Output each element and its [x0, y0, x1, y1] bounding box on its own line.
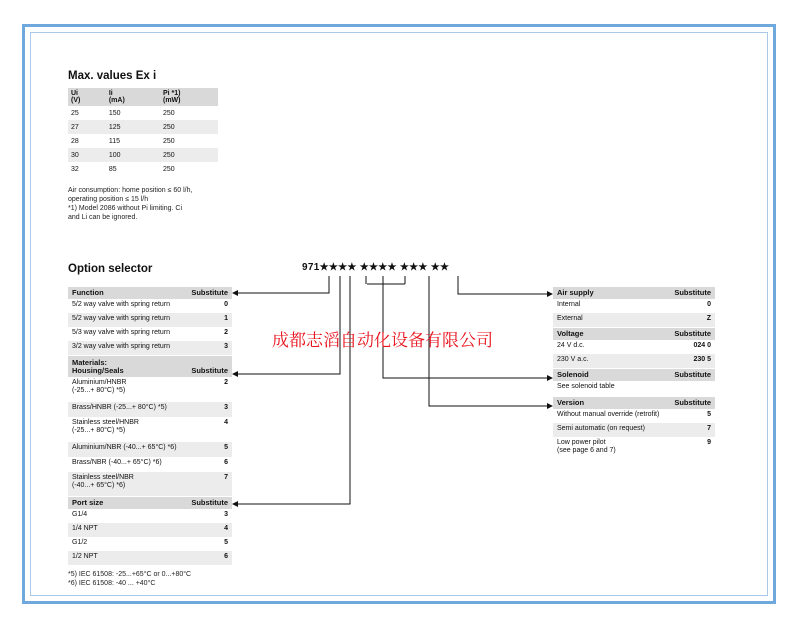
list-item: Low power pilot (see page 6 and 7) 9 [557, 439, 711, 454]
list-item: Brass/HNBR (-25...+ 80°C) *5) 3 [68, 402, 232, 417]
list-item: Aluminium/HNBR (-25...+ 80°C) *5) 2 [72, 379, 228, 394]
list-item: Without manual override (retrofit) 5 [557, 411, 711, 418]
list-item: G1/2 5 [72, 539, 228, 546]
voltage-header: Voltage Substitute [553, 327, 715, 340]
header-ui: Ui (V) [71, 90, 81, 104]
port-size-header: Port size Substitute [68, 496, 232, 509]
list-item: 24 V d.c. 024 0 [557, 342, 711, 349]
list-item: Brass/NBR (-40...+ 65°C) *6) 6 [72, 459, 228, 466]
list-item: 230 V a.c. 230 5 [553, 354, 715, 368]
table-row: 32 85 250 [71, 165, 175, 173]
watermark: 成都志滔自动化设备有限公司 [272, 331, 493, 351]
list-item: Aluminium/NBR (-40...+ 65°C) *6) 5 [68, 442, 232, 457]
table-row: 28 115 250 [71, 137, 175, 145]
list-item: Internal 0 [557, 301, 711, 308]
list-item: 1/4 NPT 4 [68, 523, 232, 537]
list-item: 1/2 NPT 6 [68, 551, 232, 565]
max-values-title: Max. values Ex i [68, 70, 157, 82]
list-item: Semi automatic (on request) 7 [553, 423, 715, 437]
list-item: 5/2 way valve with spring return 1 [68, 313, 232, 327]
list-item: See solenoid table [557, 383, 615, 390]
list-item: 3/2 way valve with spring return 3 [68, 341, 232, 355]
order-code: 971★★★★ ★★★★ ★★★ ★★ [302, 262, 450, 273]
option-selector-title: Option selector [68, 263, 153, 275]
list-item: Stainless steel/NBR (-40...+ 65°C) *6) 7 [68, 472, 232, 496]
list-item: G1/4 3 [72, 511, 228, 518]
header-pi: Pi *1) (mW) [162, 90, 181, 104]
table-row: 25 150 250 [71, 109, 175, 117]
table-row: 30 100 250 [68, 148, 218, 162]
version-header: Version Substitute [553, 396, 715, 409]
list-item: 5/2 way valve with spring return 0 [72, 301, 228, 308]
list-item: Stainless steel/HNBR (-25...+ 80°C) *5) 4 [72, 419, 228, 434]
air-consumption-note: Air consumption: home position ≤ 60 l/h, operating position ≤ 15 l/h *1) Model 2086 without Pi limiting. Ci and Li can be ignored. [68, 187, 193, 221]
header-ii: Ii (mA) [108, 90, 125, 104]
function-header: Function Substitute [68, 287, 232, 299]
list-item: External Z [553, 313, 715, 327]
solenoid-header: Solenoid Substitute [553, 368, 715, 381]
materials-header: Materials: Housing/Seals Substitute [68, 355, 232, 377]
table-row: 27 125 250 [68, 120, 218, 134]
list-item: 5/3 way valve with spring return 2 [72, 329, 228, 336]
air-supply-header: Air supply Substitute [553, 287, 715, 299]
footnotes: *5) IEC 61508: -25...+65°C or 0...+80°C *6) IEC 61508: -40 ... +40°C [68, 571, 192, 587]
